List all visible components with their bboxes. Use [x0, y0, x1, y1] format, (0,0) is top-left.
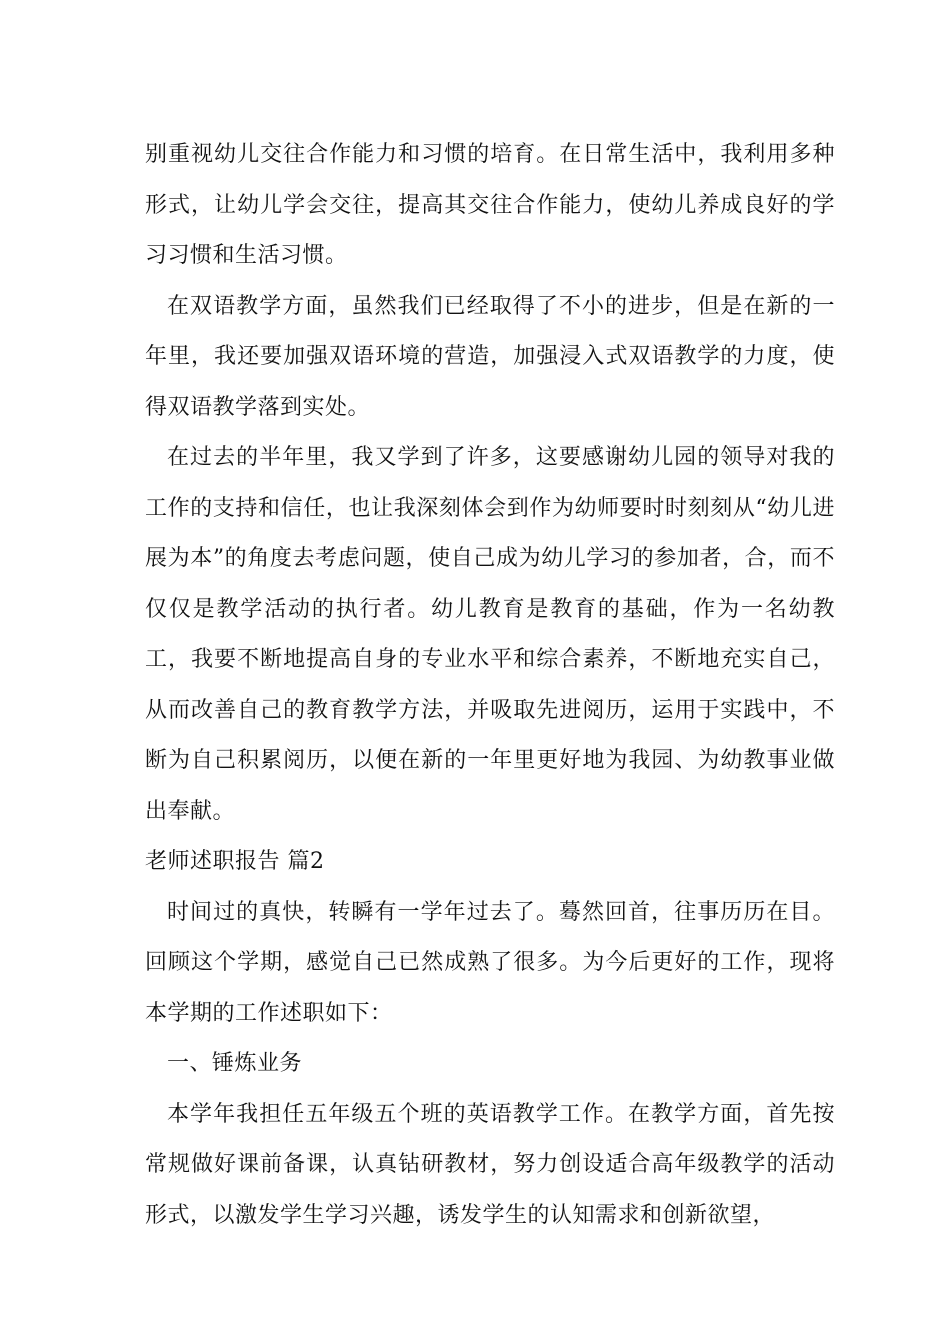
paragraph-bilingual-teaching: 在双语教学方面，虽然我们已经取得了不小的进步，但是在新的一年里，我还要加强双语环境的营造，加强浸入式双语教学的力度，使得双语教学落到实处。	[145, 293, 835, 420]
document-body	[145, 130, 835, 1241]
paragraph-half-year-reflection: 在过去的半年里，我又学到了许多，这要感谢幼儿园的领导对我的工作的支持和信任，也让我深刻体会到作为幼师要时时刻刻从“幼儿进展为本”的角度去考虑问题，使自己成为幼儿学习的参加者，合，而不仅仅是教学活动的执行者。幼儿教育是教育的基础，作为一名幼教工，我要不断地提高自身的专业水平和综合素养，不断地充实自己，从而改善自己的教育教学方法，并吸取先进阅历，运用于实践中，不断为自己积累阅历，以便在新的一年里更好地为我园、为幼教事业做出奉献。	[145, 445, 835, 824]
paragraph-english-teaching: 本学年我担任五年级五个班的英语教学工作。在教学方面，首先按常规做好课前备课，认真钻研教材，努力创设适合高年级教学的活动形式，以激发学生学习兴趣，诱发学生的认知需求和创新欲望，	[145, 1101, 835, 1228]
subheading-skill-training: 一、锤炼业务	[167, 1051, 303, 1076]
paragraph-semester-review: 时间过的真快，转瞬有一学年过去了。蓦然回首，往事历历在目。回顾这个学期，感觉自己已然成熟了很多。为今后更好的工作，现将本学期的工作述职如下：	[145, 899, 835, 1026]
paragraph-child-habits: 别重视幼儿交往合作能力和习惯的培育。在日常生活中，我利用多种形式，让幼儿学会交往，提高其交往合作能力，使幼儿养成良好的学习习惯和生活习惯。	[145, 142, 835, 268]
section-heading-report-2: 老师述职报告 篇2	[145, 849, 325, 874]
